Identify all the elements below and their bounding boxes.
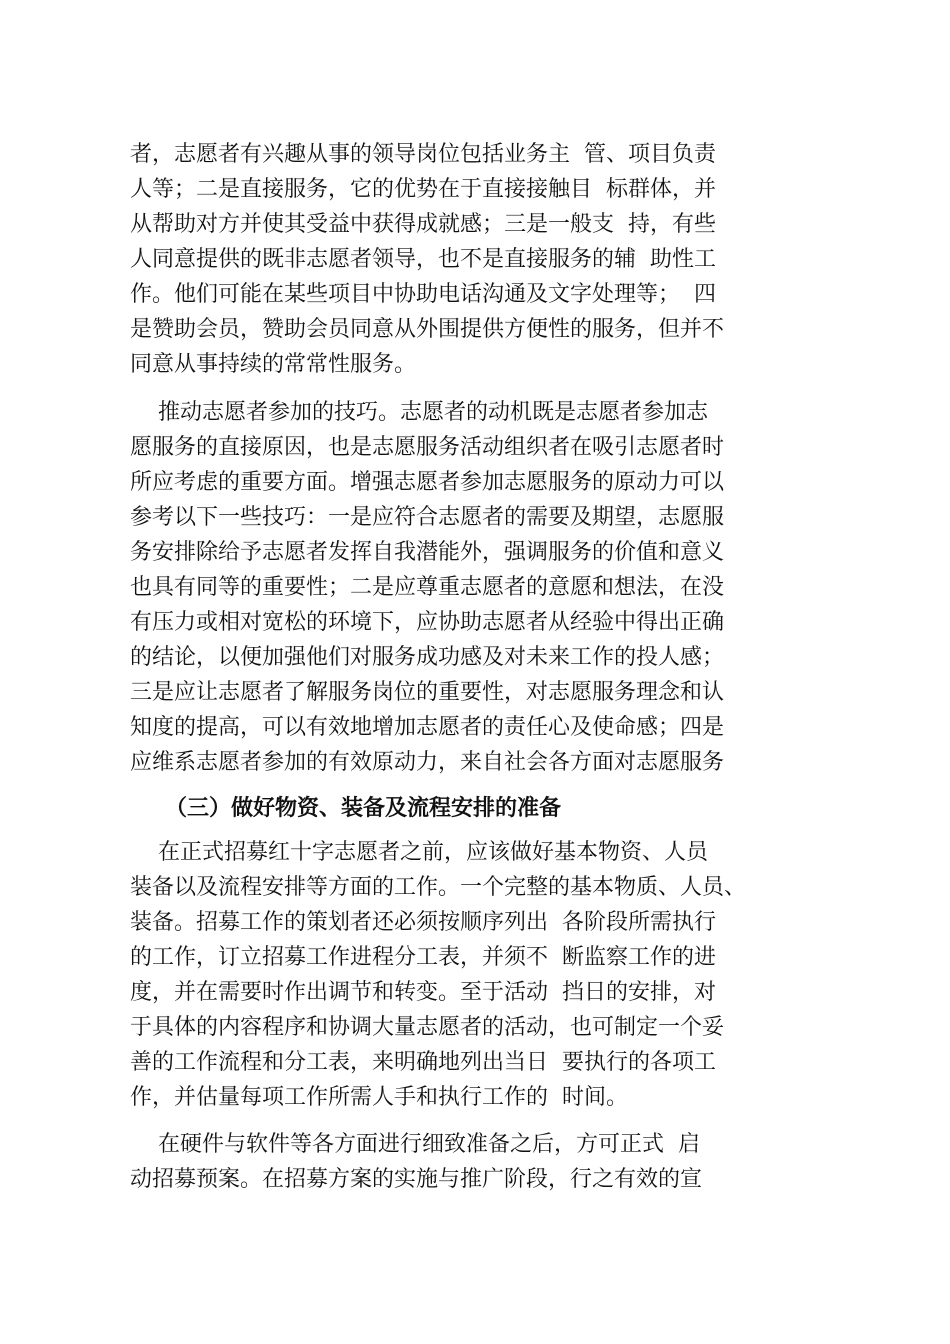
paragraph-1-line-6: 是赞助会员，赞助会员同意从外围提供方便性的服务，但并不 [130,317,725,342]
paragraph-3-line-6: 于具体的内容程序和协调大量志愿者的活动，也可制定一个妥 [130,1015,725,1040]
paragraph-3-line-8: 作，并估量每项工作所需人手和执行工作的 时间。 [130,1085,628,1110]
paragraph-1-line-5: 作。他们可能在某些项目中协助电话沟通及文字处理等； 四 [130,282,716,307]
paragraph-2-line-4: 参考以下一些技巧：一是应符合志愿者的需要及期望，志愿服 [130,505,725,530]
paragraph-3-line-1: 在正式招募红十字志愿者之前，应该做好基本物资、人员 [130,840,708,865]
paragraph-4-line-1: 在硬件与软件等各方面进行细致准备之后，方可正式 启 [130,1132,700,1157]
paragraph-2-line-6: 也具有同等的重要性；二是应尊重志愿者的意愿和想法，在没 [130,575,725,600]
paragraph-2-line-7: 有压力或相对宽松的环境下，应协助志愿者从经验中得出正确 [130,610,725,635]
paragraph-1-line-1: 者，志愿者有兴趣从事的领导岗位包括业务主 管、项目负责 [130,142,716,167]
paragraph-1-line-4: 人同意提供的既非志愿者领导，也不是直接服务的辅 助性工 [130,247,716,272]
paragraph-3-line-2: 装备以及流程安排等方面的工作。一个完整的基本物质、人员、 [130,875,747,900]
paragraph-2-line-9: 三是应让志愿者了解服务岗位的重要性，对志愿服务理念和认 [130,680,725,705]
paragraph-3-line-5: 度，并在需要时作出调节和转变。至于活动 挡日的安排，对 [130,980,716,1005]
section-heading: （三）做好物资、装备及流程安排的准备 [165,796,562,821]
paragraph-3-line-7: 善的工作流程和分工表，来明确地列出当日 要执行的各项工 [130,1050,716,1075]
paragraph-2-line-5: 务安排除给予志愿者发挥自我潜能外，强调服务的价值和意义 [130,540,725,565]
paragraph-2-line-11: 应维系志愿者参加的有效原动力，来自社会各方面对志愿服务 [130,750,725,775]
paragraph-3-line-3: 装备。招募工作的策划者还必须按顺序列出 各阶段所需执行 [130,910,716,935]
paragraph-2-line-2: 愿服务的直接原因，也是志愿服务活动组织者在吸引志愿者时 [130,435,725,460]
paragraph-2-line-10: 知度的提高，可以有效地增加志愿者的责任心及使命感；四是 [130,715,725,740]
paragraph-2-line-3: 所应考虑的重要方面。增强志愿者参加志愿服务的原动力可以 [130,470,725,495]
paragraph-2-line-1: 推动志愿者参加的技巧。志愿者的动机既是志愿者参加志 [130,400,708,425]
paragraph-1-line-7: 同意从事持续的常常性服务。 [130,352,417,377]
paragraph-3-line-4: 的工作，订立招募工作进程分工表，并须不 断监察工作的进 [130,945,716,970]
paragraph-4-line-2: 动招募预案。在招募方案的实施与推广阶段，行之有效的宣 [130,1167,703,1192]
paragraph-2-line-8: 的结论，以便加强他们对服务成功感及对未来工作的投人感； [130,645,725,670]
paragraph-1-line-2: 人等；二是直接服务，它的优势在于直接接触目 标群体，并 [130,177,716,202]
paragraph-1-line-3: 从帮助对方并使其受益中获得成就感；三是一般支 持，有些 [130,212,716,237]
